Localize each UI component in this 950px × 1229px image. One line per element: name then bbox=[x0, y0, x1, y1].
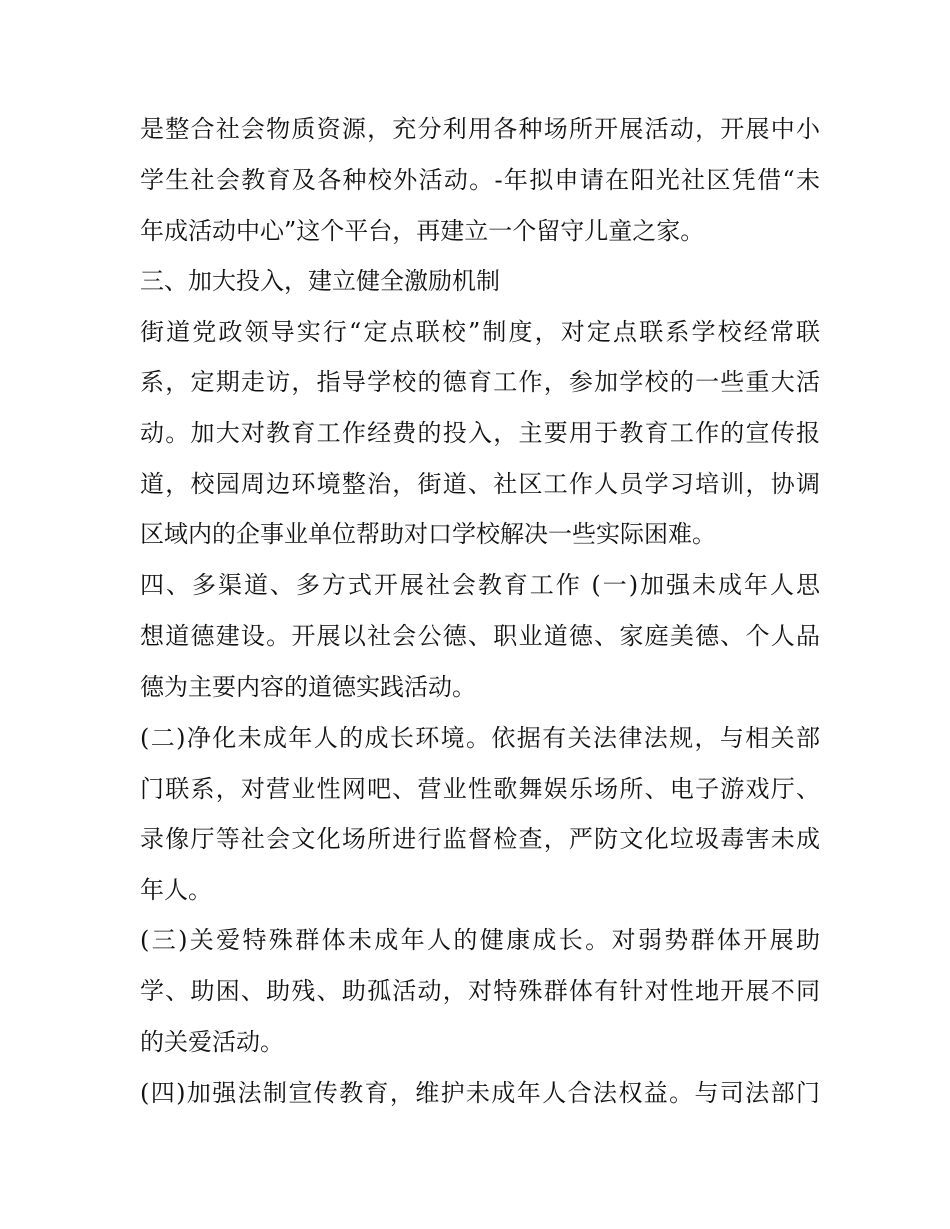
section-heading: 四、多渠道、多方式开展社会教育工作 (一)加强未成年人思 bbox=[140, 571, 820, 599]
paragraph-line: 德为主要内容的道德实践活动。 bbox=[140, 673, 476, 701]
section-heading: 三、加大投入，建立健全激励机制 bbox=[140, 267, 500, 295]
paragraph-line: 录像厅等社会文化场所进行监督检查，严防文化垃圾毒害未成 bbox=[140, 825, 820, 853]
paragraph-line: 学、助困、助残、助孤活动，对特殊群体有针对性地开展不同 bbox=[140, 977, 820, 1005]
paragraph-line: 是整合社会物质资源，充分利用各种场所开展活动，开展中小 bbox=[140, 115, 820, 143]
paragraph-line: 区域内的企事业单位帮助对口学校解决一些实际困难。 bbox=[140, 520, 716, 548]
paragraph-line: 门联系，对营业性网吧、营业性歌舞娱乐场所、电子游戏厅、 bbox=[140, 775, 820, 803]
paragraph-line: 年成活动中心”这个平台，再建立一个留守儿童之家。 bbox=[140, 217, 705, 245]
paragraph-line: 系，定期走访，指导学校的德育工作，参加学校的一些重大活 bbox=[140, 368, 820, 396]
paragraph-line: 想道德建设。开展以社会公德、职业道德、家庭美德、个人品 bbox=[140, 622, 820, 650]
paragraph-line: 动。加大对教育工作经费的投入，主要用于教育工作的宣传报 bbox=[140, 419, 820, 447]
paragraph-line: 学生社会教育及各种校外活动。-年拟申请在阳光社区凭借“未 bbox=[140, 166, 820, 194]
paragraph-line: 道，校园周边环境整治，街道、社区工作人员学习培训，协调 bbox=[140, 470, 820, 498]
paragraph-line: 街道党政领导实行“定点联校”制度，对定点联系学校经常联 bbox=[140, 318, 820, 346]
paragraph-line: (三)关爱特殊群体未成年人的健康成长。对弱势群体开展助 bbox=[140, 926, 820, 954]
paragraph-line: 的关爱活动。 bbox=[140, 1028, 284, 1056]
paragraph-line: 年人。 bbox=[140, 876, 212, 904]
paragraph-line: (四)加强法制宣传教育，维护未成年人合法权益。与司法部门 bbox=[140, 1079, 820, 1107]
paragraph-line: (二)净化未成年人的成长环境。依据有关法律法规，与相关部 bbox=[140, 724, 820, 752]
